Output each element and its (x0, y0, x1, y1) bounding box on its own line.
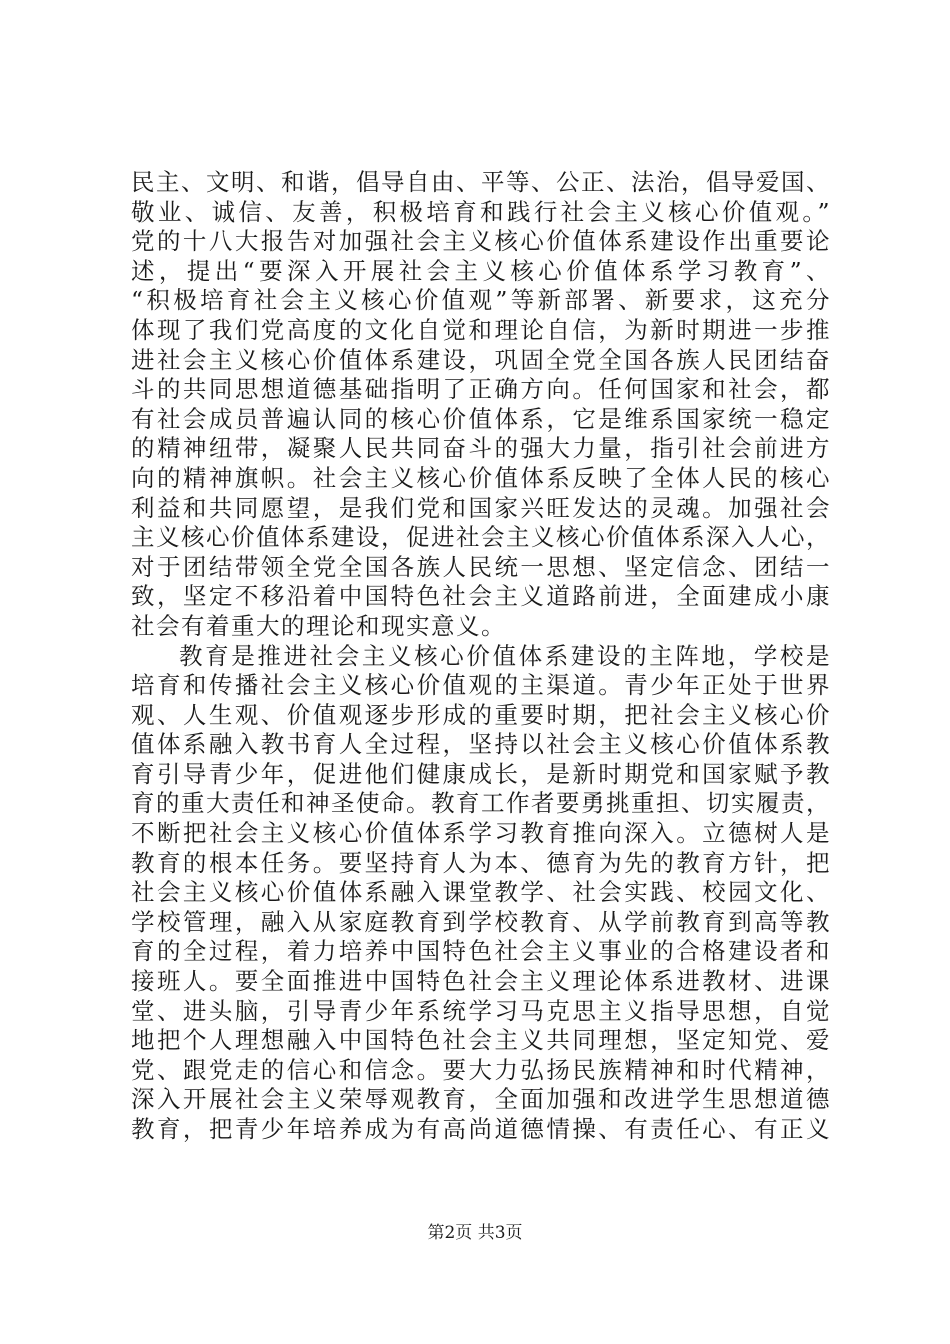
text-line: 斗的共同思想道德基础指明了正确方向。任何国家和社会，都 (131, 375, 831, 404)
text-line: 的精神纽带，凝聚人民共同奋斗的强大力量，指引社会前进方 (131, 434, 831, 463)
text-line: 育引导青少年，促进他们健康成长，是新时期党和国家赋予教 (131, 759, 831, 788)
text-line: 对于团结带领全党全国各族人民统一思想、坚定信念、团结一 (131, 552, 831, 581)
text-line: 值体系融入教书育人全过程，坚持以社会主义核心价值体系教 (131, 730, 831, 759)
text-line: 民主、文明、和谐，倡导自由、平等、公正、法治，倡导爱国、 (131, 168, 831, 196)
text-line: 教育的根本任务。要坚持育人为本、德育为先的教育方针，把 (131, 848, 831, 877)
text-line: 地把个人理想融入中国特色社会主义共同理想，坚定知党、爱 (131, 1026, 831, 1055)
text-line: 育的重大责任和神圣使命。教育工作者要勇挑重担、切实履责， (131, 789, 831, 818)
page-number-footer: 第2页 共3页 (427, 1223, 523, 1243)
text-line: 向的精神旗帜。社会主义核心价值体系反映了全体人民的核心 (131, 463, 831, 492)
text-line: 党的十八大报告对加强社会主义核心价值体系建设作出重要论 (131, 227, 831, 256)
text-line: “积极培育社会主义核心价值观”等新部署、新要求，这充分 (131, 286, 831, 315)
text-line: 堂、进头脑，引导青少年系统学习马克思主义指导思想，自觉 (131, 996, 831, 1025)
text-line: 体现了我们党高度的文化自觉和理论自信，为新时期进一步推 (131, 315, 831, 344)
text-line: 学校管理，融入从家庭教育到学校教育、从学前教育到高等教 (131, 907, 831, 936)
text-line: 不断把社会主义核心价值体系学习教育推向深入。立德树人是 (131, 819, 831, 848)
text-line: 进社会主义核心价值体系建设，巩固全党全国各族人民团结奋 (131, 345, 831, 374)
text-line: 接班人。要全面推进中国特色社会主义理论体系进教材、进课 (131, 967, 831, 996)
text-line: 观、人生观、价值观逐步形成的重要时期，把社会主义核心价 (131, 700, 831, 729)
text-line: 育的全过程，着力培养中国特色社会主义事业的合格建设者和 (131, 937, 831, 966)
text-line: 社会主义核心价值体系融入课堂教学、社会实践、校园文化、 (131, 878, 831, 907)
text-line: 培育和传播社会主义核心价值观的主渠道。青少年正处于世界 (131, 671, 831, 700)
document-body (131, 168, 831, 1145)
text-line: 致，坚定不移沿着中国特色社会主义道路前进，全面建成小康 (131, 582, 831, 611)
text-line: 有社会成员普遍认同的核心价值体系，它是维系国家统一稳定 (131, 404, 831, 433)
paragraph-first-line: 教育是推进社会主义核心价值体系建设的主阵地，学校是 (179, 641, 831, 670)
text-line: 利益和共同愿望，是我们党和国家兴旺发达的灵魂。加强社会 (131, 493, 831, 522)
text-line: 敬业、诚信、友善，积极培育和践行社会主义核心价值观。” (131, 197, 831, 226)
text-line: 述，提出“要深入开展社会主义核心价值体系学习教育”、 (131, 256, 831, 285)
text-line: 主义核心价值体系建设，促进社会主义核心价值体系深入人心， (131, 523, 831, 552)
text-line: 党、跟党走的信心和信念。要大力弘扬民族精神和时代精神， (131, 1055, 831, 1084)
text-line: 深入开展社会主义荣辱观教育，全面加强和改进学生思想道德 (131, 1085, 831, 1114)
text-line: 社会有着重大的理论和现实意义。 (131, 611, 506, 640)
text-line: 教育，把青少年培养成为有高尚道德情操、有责任心、有正义 (131, 1115, 831, 1143)
